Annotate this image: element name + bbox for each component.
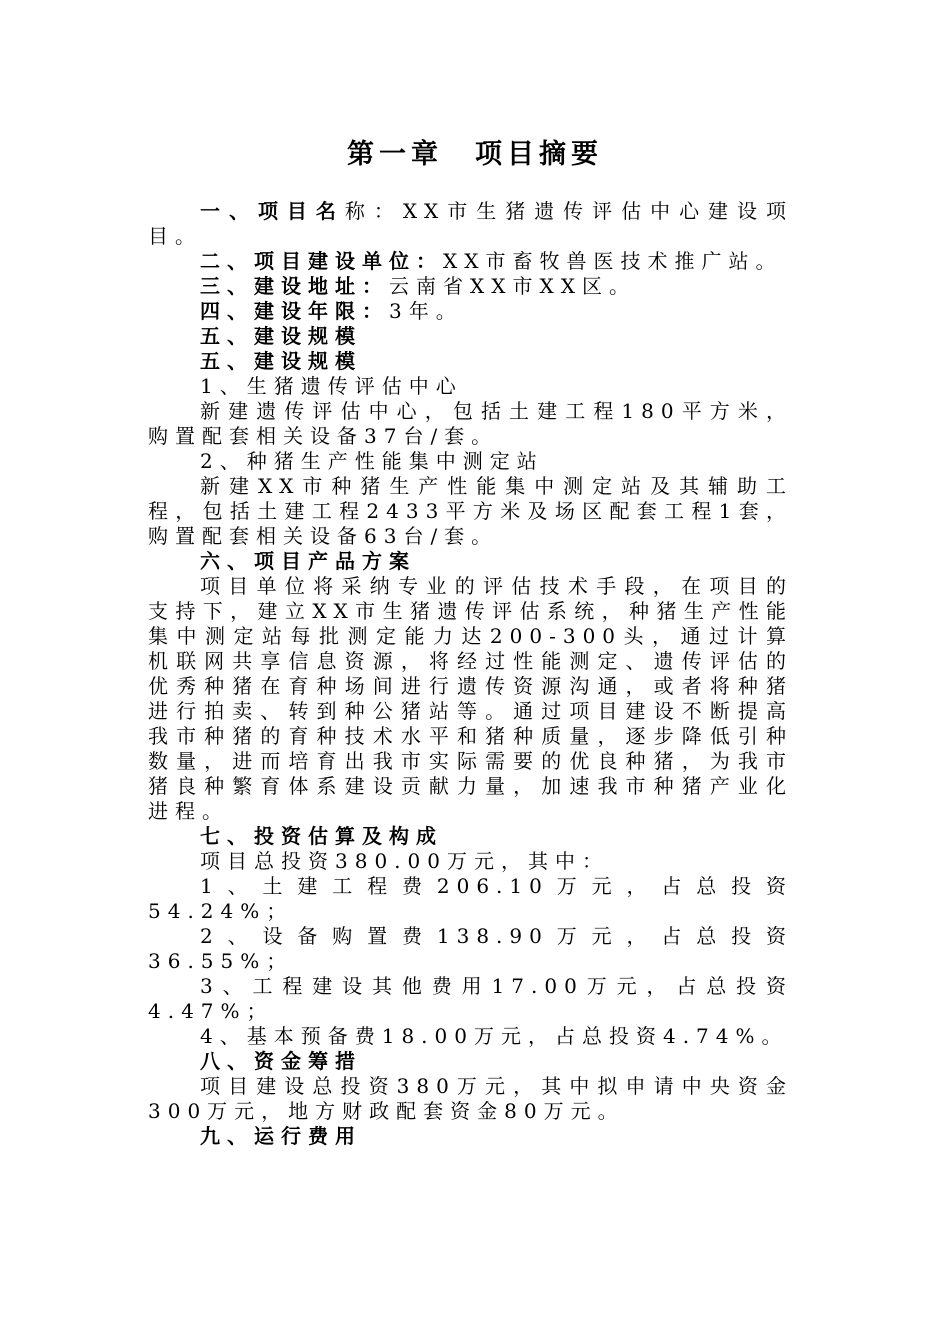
paragraph <box>148 1049 793 1074</box>
section-heading: 七、投资估算及构成 <box>200 824 443 848</box>
paragraph-text: 3年。 <box>389 299 463 323</box>
paragraph-text: 4、基本预备费18.00万元，占总投资4.74%。 <box>200 1024 789 1048</box>
paragraph <box>148 874 793 924</box>
paragraph <box>148 474 793 549</box>
paragraph-text: 2、设备购置费138.90万元，占总投资36.55%； <box>148 924 793 973</box>
paragraph <box>148 349 793 374</box>
paragraph-text: 1、土建工程费206.10万元，占总投资54.24%； <box>148 874 793 923</box>
document-body <box>148 199 793 1149</box>
paragraph-text: 2、种猪生产性能集中测定站 <box>200 449 544 473</box>
paragraph-text: 3、工程建设其他费用17.00万元，占总投资4.47%； <box>148 974 793 1023</box>
paragraph-text: XX市畜牧兽医技术推广站。 <box>443 249 783 273</box>
paragraph-text: 项目单位将采纳专业的评估技术手段，在项目的支持下，建立XX市生猪遗传评估系统，种猪生产性能集中测定站每批测定能力达200-300头，通过计算机联网共享信息资源，将经过性能测定、遗传评估的优秀种猪在育种场间进行遗传资源沟通，或者将种猪进行拍卖、转到种公猪站等。通过项目建设不断提高我市种猪的育种技术水平和猪种质量，逐步降低引种数量，进而培育出我市实际需要的优良种猪，为我市猪良种繁育体系建设贡献力量，加速我市种猪产业化进程。 <box>148 574 793 823</box>
paragraph <box>148 574 793 824</box>
section-heading: 一、项目名 <box>200 199 345 223</box>
paragraph <box>148 399 793 449</box>
section-heading: 四、建设年限： <box>200 299 389 323</box>
paragraph <box>148 824 793 849</box>
section-heading: 六、项目产品方案 <box>200 549 416 573</box>
paragraph <box>148 1024 793 1049</box>
paragraph <box>148 249 793 274</box>
section-heading: 二、项目建设单位： <box>200 249 443 273</box>
section-heading: 八、资金筹措 <box>200 1049 362 1073</box>
paragraph <box>148 274 793 299</box>
paragraph <box>148 199 793 249</box>
paragraph-text: 称：XX市生猪遗传评估中心建设项目。 <box>148 199 793 248</box>
paragraph-text: 新建遗传评估中心，包括土建工程180平方米，购置配套相关设备37台/套。 <box>148 399 793 448</box>
section-heading: 五、建设规模 <box>200 324 362 348</box>
paragraph <box>148 1124 793 1149</box>
paragraph <box>148 299 793 324</box>
paragraph <box>148 374 793 399</box>
paragraph <box>148 1074 793 1124</box>
paragraph-text: 1、生猪遗传评估中心 <box>200 374 463 398</box>
paragraph <box>148 549 793 574</box>
paragraph <box>148 449 793 474</box>
paragraph <box>148 924 793 974</box>
paragraph <box>148 324 793 349</box>
paragraph <box>148 974 793 1024</box>
paragraph-text: 新建XX市种猪生产性能集中测定站及其辅助工程，包括土建工程2433平方米及场区配套工程1套，购置配套相关设备63台/套。 <box>148 474 793 548</box>
paragraph-text: 项目总投资380.00万元，其中： <box>200 849 609 873</box>
section-heading: 五、建设规模 <box>200 349 362 373</box>
chapter-title: 第一章 项目摘要 <box>347 139 603 170</box>
section-heading: 三、建设地址： <box>200 274 389 298</box>
paragraph-text: 项目建设总投资380万元，其中拟申请中央资金300万元，地方财政配套资金80万元。 <box>148 1074 793 1123</box>
paragraph <box>148 849 793 874</box>
paragraph-text: 云南省XX市XX区。 <box>389 274 636 298</box>
section-heading: 九、运行费用 <box>200 1124 362 1148</box>
